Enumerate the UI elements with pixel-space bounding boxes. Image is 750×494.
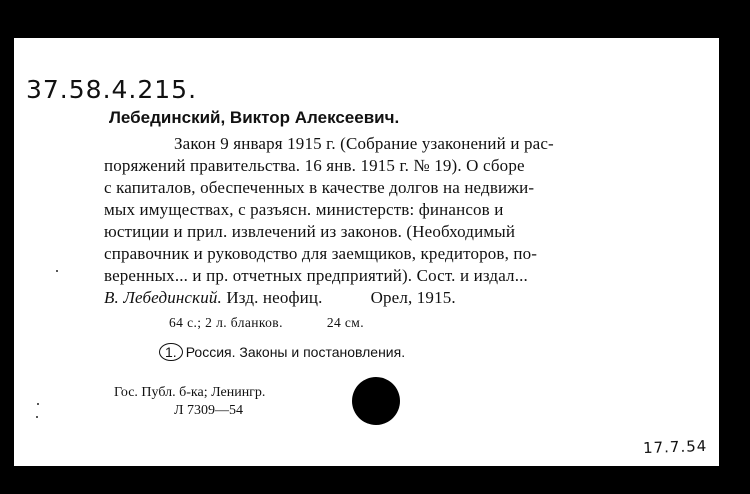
description-line: мых имуществах, с разъясн. министерств: финансов и: [104, 200, 504, 219]
subject-number-circled: 1.: [159, 343, 183, 361]
call-number: 37.58.4.215.: [26, 75, 198, 104]
subject-text: Россия. Законы и постановления.: [185, 344, 406, 360]
description-line: юстиции и прил. извлечений из законов. (Необходимый: [104, 222, 516, 241]
subject-heading: [159, 343, 405, 361]
description-line: Закон 9 января 1915 г. (Собрание узаконений и рас-: [174, 134, 554, 153]
library-line: Гос. Публ. б-ка; Ленингр.: [114, 385, 266, 400]
catalog-card: [14, 38, 719, 466]
punch-hole: [352, 377, 400, 425]
collation-pages: 64 с.; 2 л. бланков.: [169, 315, 283, 330]
library-code: Л 7309—54: [174, 403, 243, 418]
author-heading: Лебединский, Виктор Алексеевич.: [109, 108, 400, 127]
collation-size: 24 см.: [326, 315, 365, 330]
compiler-name: В. Лебединский.: [104, 288, 222, 307]
speck-mark: [36, 416, 38, 418]
collation: [169, 315, 364, 331]
description-block: [104, 133, 664, 309]
speck-mark: [37, 403, 39, 405]
publisher: Изд. неофиц.: [226, 288, 323, 307]
place-year: Орел, 1915.: [370, 288, 456, 307]
imprint-line: [104, 287, 664, 309]
description-line: поряжений правительства. 16 янв. 1915 г. № 19). О сборе: [104, 156, 525, 175]
handwritten-date: 17.7.54: [642, 436, 708, 458]
description-line: с капиталов, обеспеченных в качестве долгов на недвижи-: [104, 178, 535, 197]
speck-mark: [56, 270, 58, 272]
description-line: веренных... и пр. отчетных предприятий). Сост. и издал...: [104, 266, 528, 285]
description-line: справочник и руководство для заемщиков, кредиторов, по-: [104, 244, 538, 263]
